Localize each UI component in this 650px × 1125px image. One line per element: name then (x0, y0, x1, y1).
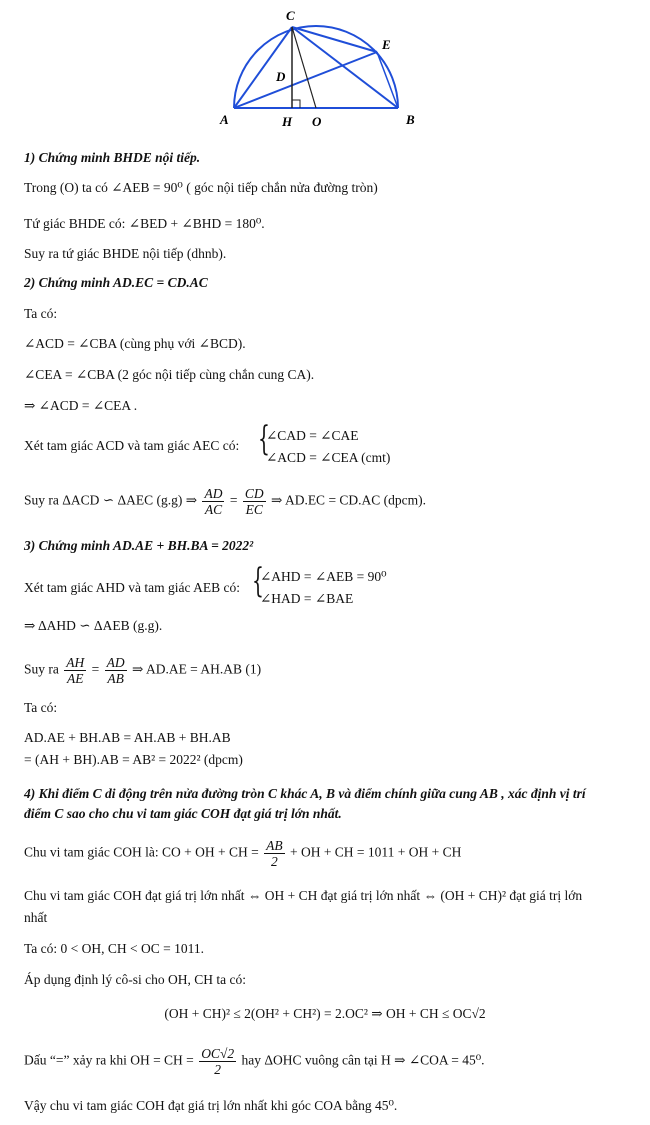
fraction-numerator: OC√2 (201, 1046, 235, 1061)
line-3: Suy ra tứ giác BHDE nội tiếp (dhnb). (24, 246, 227, 261)
line-19: Ta có: 0 < OH, CH < OC = 1011. (24, 941, 205, 956)
fraction-denominator: AE (67, 671, 84, 686)
fraction-cd-ec (243, 486, 266, 517)
fraction-oc-sqrt2-2 (199, 1046, 236, 1077)
fraction-ad-ac (202, 486, 224, 517)
label-c: C (286, 8, 295, 23)
geometry-figure (210, 0, 440, 130)
line-1: Trong (O) ta có ∠AEB = 90⁰ ( góc nội tiếp chắn nửa đường tròn) (24, 180, 378, 195)
line-12-text-a: Suy ra (24, 661, 59, 677)
right-angle-mark (292, 100, 300, 108)
system-brace: { (258, 419, 270, 459)
label-b: B (406, 112, 415, 127)
line-8: Xét tam giác ACD và tam giác AEC có: (24, 438, 240, 453)
system-line-8a: ∠CAD = ∠CAE (266, 428, 359, 443)
label-a: A (220, 112, 229, 127)
line-15: = (AH + BH).AB = AB² = 2022² (dpcm) (24, 752, 243, 767)
line-2: Tứ giác BHDE có: ∠BED + ∠BHD = 180⁰. (24, 216, 265, 231)
fraction-numerator: AH (66, 655, 85, 670)
line-5: ∠ACD = ∠CBA (cùng phụ với ∠BCD). (24, 336, 246, 351)
system-line-8b: ∠ACD = ∠CEA (cmt) (266, 450, 391, 465)
line-16-text-a: Chu vi tam giác COH là: CO + OH + CH = (24, 844, 259, 860)
section-3-heading: 3) Chứng minh AD.AE + BH.BA = 2022² (24, 538, 254, 553)
fraction-denominator: AC (204, 502, 223, 517)
line-6: ∠CEA = ∠CBA (2 góc nội tiếp cùng chắn cung CA). (24, 367, 315, 382)
line-22-text-a: Dấu “=” xảy ra khi OH = CH = (24, 1052, 194, 1068)
fraction-denominator: 2 (270, 854, 278, 869)
section-2-heading: 2) Chứng minh AD.EC = CD.AC (24, 275, 208, 290)
line-7: ⇒ ∠ACD = ∠CEA . (24, 398, 138, 413)
line-9-text-b: ⇒ AD.EC = CD.AC (dpcm). (271, 492, 427, 508)
segment-ae (234, 52, 377, 108)
label-e: E (382, 37, 391, 52)
line-18: nhất (24, 910, 48, 925)
line-16 (24, 838, 461, 869)
line-9-text-a: Suy ra ΔACD ∽ ΔAEC (g.g) ⇒ (24, 492, 198, 508)
label-d: D (276, 69, 286, 84)
segment-ce (292, 27, 377, 52)
label-h: H (282, 114, 293, 129)
line-16-text-b: + OH + CH = 1011 + OH + CH (289, 844, 462, 860)
semicircle-arc (234, 26, 398, 108)
system-brace: { (252, 561, 264, 601)
fraction-ad-ab (105, 655, 127, 686)
fraction-numerator: AD (106, 655, 125, 670)
line-20: Áp dụng định lý cô-si cho OH, CH ta có: (24, 972, 246, 987)
line-22 (24, 1046, 485, 1077)
system-line-10a: ∠AHD = ∠AEB = 90⁰ (260, 569, 387, 584)
fraction-denominator: AB (107, 671, 124, 686)
line-12 (24, 655, 261, 686)
section-4-heading-line-1: 4) Khi điểm C di động trên nửa đường tròn C khác A, B và điểm chính giữa cung AB , xác định vị trí (24, 786, 586, 801)
line-4: Ta có: (24, 306, 58, 321)
fraction-ab-2 (264, 838, 285, 869)
section-1-heading: 1) Chứng minh BHDE nội tiếp. (24, 150, 201, 165)
fraction-ah-ae (64, 655, 86, 686)
line-22-text-b: hay ΔOHC vuông cân tại H ⇒ ∠COA = 45⁰. (241, 1052, 485, 1068)
fraction-numerator: CD (244, 486, 264, 501)
segment-co (292, 27, 316, 108)
equals-sign: = (91, 661, 100, 677)
fraction-denominator: EC (245, 502, 263, 517)
line-11: ⇒ ΔAHD ∽ ΔAEB (g.g). (24, 618, 163, 633)
system-line-10b: ∠HAD = ∠BAE (260, 591, 354, 606)
line-10: Xét tam giác AHD và tam giác AEB có: (24, 580, 240, 595)
line-14: AD.AE + BH.AB = AH.AB + BH.AB (24, 730, 231, 745)
fraction-numerator: AD (204, 486, 223, 501)
line-17: Chu vi tam giác COH đạt giá trị lớn nhất ⇔ OH + CH đạt giá trị lớn nhất ⇔ (OH + CH)² đạt giá trị lớn (24, 888, 583, 903)
label-o: O (312, 114, 322, 129)
line-21: (OH + CH)² ≤ 2(OH² + CH²) = 2.OC² ⇒ OH + CH ≤ OC√2 (164, 1006, 486, 1021)
equals-sign: = (229, 492, 238, 508)
fraction-denominator: 2 (214, 1062, 222, 1077)
section-4-heading-line-2: điểm C sao cho chu vi tam giác COH đạt giá trị lớn nhất. (24, 806, 342, 821)
line-23: Vậy chu vi tam giác COH đạt giá trị lớn nhất khi góc COA bằng 45⁰. (24, 1098, 398, 1113)
fraction-numerator: AB (266, 838, 283, 853)
line-13: Ta có: (24, 700, 58, 715)
line-12-text-b: ⇒ AD.AE = AH.AB (1) (132, 661, 262, 677)
line-9 (24, 486, 426, 517)
